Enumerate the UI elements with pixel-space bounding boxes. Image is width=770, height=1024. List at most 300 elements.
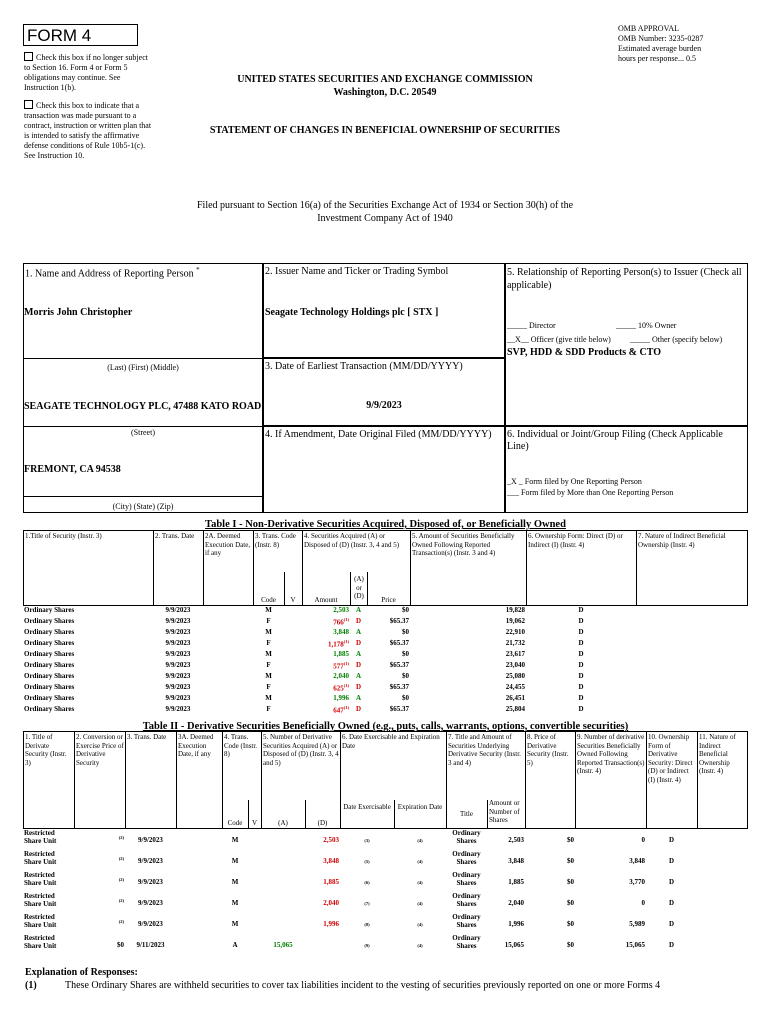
security-title: Ordinary Shares [24,617,75,625]
security-title: Ordinary Shares [24,705,75,713]
table-row [23,606,748,617]
t1-sub-amount: Amount [314,596,338,604]
date-exercisable [340,829,394,850]
nature-indirect [636,639,748,650]
amount [302,639,350,650]
trans-date: 9/9/2023 [165,705,191,713]
disposed-amount: 1,996 [323,919,339,928]
trans-date: 9/9/2023 [165,683,191,691]
footnote-ref: (4) [417,879,423,885]
ownership-form: D [578,639,584,647]
date-exercisable [340,913,394,934]
footnote-ref: (8) [364,921,370,927]
city-state-label: (City) (State) (Zip) [112,502,174,511]
security-title: Ordinary Shares [24,639,75,647]
conversion-price [74,871,125,892]
t2-sub-a: (A) [278,819,288,827]
trans-date: 9/9/2023 [165,672,191,680]
earliest-transaction-date: 9/9/2023 [366,400,402,411]
trans-date: 9/9/2023 [138,835,163,844]
amount-owned: 26,451 [505,694,525,702]
table2-title: Table II - Derivative Securities Beneficially Owned (e.g., puts, calls, warrants, options, convertible securities) [142,721,629,732]
acquired-amount [261,913,305,934]
security-title: Ordinary Shares [24,661,75,669]
table-row [23,871,748,892]
table-row [23,694,748,705]
nature-indirect [636,617,748,628]
footnote-ref: (2) [118,876,124,882]
conversion-price [74,892,125,913]
derivative-price: $0 [567,940,574,949]
t2-sub-v: V [251,819,258,827]
amount-owned: 19,828 [505,606,525,614]
amount [302,683,350,694]
t1-h1: 1.Title of Security (Instr. 3) [25,532,102,540]
nature-indirect [636,661,748,672]
amount-value: 577 [333,662,344,671]
v-flag [284,661,302,672]
box5-label: 5. Relationship of Reporting Person(s) to Issuer (Check all applicable) [507,267,742,291]
acquired-or-disposed: D [355,683,362,691]
amount-value: 766 [333,618,344,627]
underlying-amount: 15,065 [504,940,524,949]
v-flag [248,892,261,913]
derivatives-owned: 3,770 [629,877,645,886]
disposed-amount [305,934,340,955]
ownership-form: D [578,661,584,669]
amount-value: 1,885 [333,650,349,658]
filed-line-2: Investment Company Act of 1940 [317,213,453,224]
derivative-title: Restricted Share Unit [24,829,57,845]
trans-date: 9/9/2023 [165,606,191,614]
footnote-ref: (7) [364,900,370,906]
disposed-amount: 2,040 [323,898,339,907]
footnote-ref: (1) [343,683,349,688]
amount [302,617,350,628]
statement-title: STATEMENT OF CHANGES IN BENEFICIAL OWNERSHIP OF SECURITIES [209,125,561,136]
table2-body [23,829,748,955]
omb-line-4: hours per response... 0.5 [618,54,696,63]
t2-h11: 11. Nature of Indirect Beneficial Ownership (Instr. 4) [699,733,736,775]
street-label: (Street) [131,428,155,437]
name-parts-label: (Last) (First) (Middle) [107,363,179,372]
omb-approval [618,24,748,64]
table-row [23,705,748,716]
ownership-form: D [668,898,675,907]
v-flag [284,683,302,694]
footnote-1-number: (1) [25,980,37,991]
t2-h2: 2. Conversion or Exercise Price of Derivative Security [76,733,124,767]
t1-sub-code: Code [261,596,276,604]
omb-line-3: Estimated average burden [618,44,702,53]
deemed-date [176,892,222,913]
derivative-price: $0 [567,835,574,844]
amount [302,650,350,661]
amount [302,672,350,683]
security-title: Ordinary Shares [24,694,75,702]
trans-code: M [231,919,239,928]
acquired-or-disposed: D [355,617,362,625]
amount [302,606,350,617]
price: $0 [402,606,409,614]
derivatives-owned: 15,065 [625,940,645,949]
amount-owned: 24,455 [505,683,525,691]
amount-owned: 23,617 [505,650,525,658]
conversion-price [74,829,125,850]
trans-code: F [266,617,271,625]
disposed-amount: 3,848 [323,856,339,865]
box1-label [25,266,200,280]
ownership-form: D [668,940,675,949]
nature-indirect [636,672,748,683]
security-title: Ordinary Shares [24,606,75,614]
deemed-date [176,934,222,955]
acquired-or-disposed: D [355,639,362,647]
nature-indirect [636,683,748,694]
v-flag [248,850,261,871]
v-flag [248,934,261,955]
ownership-form: D [578,694,584,702]
t1-sub-v: V [290,596,296,604]
t2-h3: 3. Trans. Date [127,733,167,741]
ownership-form: D [668,877,675,886]
trans-code: M [265,650,272,658]
filed-by-more-checkbox[interactable]: ___ Form filed by More than One Reporting Person [507,488,674,497]
deemed-date [176,913,222,934]
table-row [23,829,748,850]
table-row [23,650,748,661]
t1-h5: 5. Amount of Securities Beneficially Owned Following Reported Transaction(s) (Instr. 3 and 4) [412,532,515,557]
deemed-date [203,628,253,639]
t2-h5: 5. Number of Derivative Securities Acquired (A) or Disposed of (D) (Instr. 3, 4 and 5) [263,733,339,767]
acquired-amount: 15,065 [273,940,293,949]
underlying-title: Ordinary Shares [452,829,481,845]
trans-code: M [231,835,239,844]
trans-code: M [231,856,239,865]
footnote-ref: (2) [118,918,124,924]
price: $65.37 [389,639,409,647]
derivative-title: Restricted Share Unit [24,871,57,887]
price: $0 [402,628,409,636]
trans-date: 9/9/2023 [165,628,191,636]
reporting-person-name: Morris John Christopher [24,307,133,318]
acquired-amount [261,850,305,871]
amount [302,694,350,705]
security-title: Ordinary Shares [24,672,75,680]
t2-h10: 10. Ownership Form of Derivative Security: Direct (D) or Indirect (I) (Instr. 4) [648,733,693,784]
ownership-form: D [578,628,584,636]
price: $0 [402,650,409,658]
derivative-title: Restricted Share Unit [24,934,57,950]
expiration-date [394,913,446,934]
v-flag [284,694,302,705]
trans-date: 9/9/2023 [138,877,163,886]
box3-label: 3. Date of Earliest Transaction (MM/DD/YYYY) [265,361,463,372]
acquired-or-disposed: A [355,606,362,614]
price: $0 [402,672,409,680]
other-checkbox[interactable]: _____ Other (specify below) [630,335,723,344]
underlying-title: Ordinary Shares [452,871,481,887]
amount-value: 1,996 [333,694,349,702]
t2-sub-d: (D) [317,819,328,827]
table1-body [23,606,748,716]
acquired-or-disposed: A [355,694,362,702]
box1-divider [23,496,263,497]
nature-indirect [636,606,748,617]
deemed-date [203,661,253,672]
derivatives-owned: 3,848 [629,856,645,865]
table-row [23,934,748,955]
table1-title: Table I - Non-Derivative Securities Acquired, Disposed of, or Beneficially Owned [205,519,566,530]
derivative-price: $0 [567,877,574,886]
conversion-value: $0 [117,940,124,949]
derivative-title: Restricted Share Unit [24,850,57,866]
date-exercisable [340,871,394,892]
explanation-heading: Explanation of Responses: [25,967,138,978]
acquired-amount [261,892,305,913]
table-row [23,639,748,650]
agency-line: UNITED STATES SECURITIES AND EXCHANGE COMMISSION [237,74,533,85]
v-flag [284,606,302,617]
ten-percent-owner-checkbox[interactable]: _____ 10% Owner [616,321,677,330]
derivative-price: $0 [567,919,574,928]
v-flag [248,871,261,892]
t2-sub-exer: Date Exercisable [343,803,391,811]
expiration-date [394,829,446,850]
ownership-form: D [578,606,584,614]
footnote-ref: (1) [343,639,349,644]
footnote-ref: (2) [118,834,124,840]
expiration-date [394,871,446,892]
table-row [23,913,748,934]
footnote-ref: (2) [118,897,124,903]
v-flag [248,829,261,850]
ownership-form: D [578,650,584,658]
v-flag [284,628,302,639]
disposed-amount: 2,503 [323,835,339,844]
filed-line-1: Filed pursuant to Section 16(a) of the Securities Exchange Act of 1934 or Section 30(h) of the [196,200,574,211]
nature-indirect [697,829,748,850]
conversion-price [74,913,125,934]
trans-date: 9/9/2023 [165,650,191,658]
trans-code: A [232,940,238,949]
nature-indirect [636,650,748,661]
derivatives-owned: 5,989 [629,919,645,928]
deemed-date [203,617,253,628]
v-flag [284,650,302,661]
deemed-date [176,829,222,850]
acquired-or-disposed: A [355,650,362,658]
underlying-amount: 3,848 [508,856,524,865]
ownership-form: D [668,919,675,928]
filed-pursuant [110,199,660,225]
ownership-form: D [578,672,584,680]
footnote-ref: (4) [417,900,423,906]
table-row [23,850,748,871]
security-title: Ordinary Shares [24,650,75,658]
footnote-ref: (4) [417,837,423,843]
box1-asterisk: * [196,266,200,274]
amount-owned: 25,804 [505,705,525,713]
checkbox-rule-10b5-1[interactable] [24,100,152,161]
acquired-or-disposed: A [355,628,362,636]
conversion-price [74,850,125,871]
checkbox-no-longer-subject[interactable] [24,52,152,93]
agency-name [160,73,610,99]
underlying-title: Ordinary Shares [452,850,481,866]
table-row [23,661,748,672]
amount-value: 3,848 [333,628,349,636]
footnote-ref: (9) [364,942,370,948]
trans-code: M [265,672,272,680]
deemed-date [203,705,253,716]
ownership-form: D [668,856,675,865]
box2-label: 2. Issuer Name and Ticker or Trading Symbol [265,266,449,277]
acquired-amount [261,829,305,850]
trans-date: 9/9/2023 [165,661,191,669]
nature-indirect [636,628,748,639]
footnote-ref: (4) [417,921,423,927]
footnote-ref: (1) [343,617,349,622]
v-flag [284,705,302,716]
expiration-date [394,934,446,955]
footnote-ref: (1) [343,705,349,710]
t1-h6: 6. Ownership Form: Direct (D) or Indirect (I) (Instr. 4) [528,532,623,549]
filed-by-one-checkbox[interactable]: _X _ Form filed by One Reporting Person [507,477,642,486]
checkbox-icon[interactable] [24,100,33,109]
t2-h9: 9. Number of derivative Securities Beneficially Owned Following Reported Transaction(s) (Instr. 4) [577,733,645,775]
date-exercisable [340,934,394,955]
amount-value: 2,503 [333,606,349,614]
issuer-name: Seagate Technology Holdings plc [ STX ] [265,307,439,318]
trans-code: F [266,705,271,713]
expiration-date [394,850,446,871]
t2-sub-code: Code [227,819,243,827]
t2-h4: 4. Trans. Code (Instr. 8) [224,733,258,758]
derivative-title: Restricted Share Unit [24,892,57,908]
amount [302,705,350,716]
checkbox-icon[interactable] [24,52,33,61]
t2-h8: 8. Price of Derivative Security (Instr. 5) [527,733,569,767]
derivative-title: Restricted Share Unit [24,913,57,929]
checkbox2-label: Check this box to indicate that a transaction was made pursuant to a contract, instruction or written plan that is intended to satisfy the affirmative defense conditions of Rule 10b5-1(c). See Instruction 10. [24,101,152,160]
trans-code: M [231,877,239,886]
deemed-date [203,694,253,705]
underlying-title: Ordinary Shares [452,913,481,929]
v-flag [284,639,302,650]
t2-sub-exp: Expiration Date [397,803,443,811]
checkbox1-label: Check this box if no longer subject to Section 16. Form 4 or Form 5 obligations may continue. See Instruction 1(b). [24,53,148,92]
ownership-form: D [578,617,584,625]
t2-h1: 1. Title of Derivate Security (Instr. 3) [25,733,67,767]
amount-owned: 25,080 [505,672,525,680]
table-row [23,628,748,639]
footnote-ref: (1) [343,661,349,666]
box4-label: 4. If Amendment, Date Original Filed (MM/DD/YYYY) [265,429,492,440]
trans-date: 9/9/2023 [138,856,163,865]
director-checkbox[interactable]: _____ Director [507,321,556,330]
amount [302,661,350,672]
t2-sub-title: Title [460,810,473,818]
nature-indirect [636,694,748,705]
derivatives-owned: 0 [641,898,645,907]
omb-line-1: OMB APPROVAL [618,24,679,33]
nature-indirect [697,871,748,892]
underlying-amount: 2,040 [508,898,524,907]
trans-code: M [265,694,272,702]
amount-value: 625 [333,684,344,693]
t1-h3: 3. Trans. Code (Instr. 8) [255,532,296,549]
deemed-date [176,850,222,871]
table-row [23,672,748,683]
underlying-amount: 2,503 [508,835,524,844]
t2-h6: 6. Date Exercisable and Expiration Date [342,733,440,750]
price: $0 [402,694,409,702]
nature-indirect [697,934,748,955]
derivatives-owned: 0 [641,835,645,844]
amount-owned: 23,040 [505,661,525,669]
t1-h2a: 2A. Deemed Execution Date, if any [205,532,251,557]
trans-date: 9/9/2023 [138,898,163,907]
box6-label: 6. Individual or Joint/Group Filing (Check Applicable Line) [507,429,723,452]
price: $65.37 [389,661,409,669]
amount-value: 647 [333,706,344,715]
price: $65.37 [389,705,409,713]
security-title: Ordinary Shares [24,683,75,691]
deemed-date [203,683,253,694]
t1-h7: 7. Nature of Indirect Beneficial Ownership (Instr. 4) [638,532,726,549]
table-row [23,683,748,694]
t1-h4: 4. Securities Acquired (A) or Disposed of (D) (Instr. 3, 4 and 5) [304,532,400,549]
officer-checkbox[interactable]: __X__ Officer (give title below) [507,335,611,344]
trans-date: 9/9/2023 [165,617,191,625]
v-flag [284,672,302,683]
trans-code: F [266,683,271,691]
trans-date: 9/11/2023 [136,940,165,949]
disposed-amount: 1,885 [323,877,339,886]
ownership-form: D [668,835,675,844]
table-row [23,892,748,913]
box1-divider [23,426,263,427]
trans-code: M [265,628,272,636]
amount-value: 1,178 [328,640,344,649]
price: $65.37 [389,683,409,691]
deemed-date [203,606,253,617]
price: $65.37 [389,617,409,625]
amount-owned: 22,910 [505,628,525,636]
underlying-title: Ordinary Shares [452,934,481,950]
footnote-ref: (3) [364,837,370,843]
agency-city: Washington, D.C. 20549 [333,87,437,98]
footnote-ref: (4) [417,942,423,948]
underlying-title: Ordinary Shares [452,892,481,908]
acquired-or-disposed: D [355,705,362,713]
nature-indirect [697,913,748,934]
amount-owned: 21,732 [505,639,525,647]
deemed-date [203,650,253,661]
trans-code: F [266,639,271,647]
nature-indirect [697,892,748,913]
street-address: SEAGATE TECHNOLOGY PLC, 47488 KATO ROAD [24,401,262,412]
amount-owned: 19,062 [505,617,525,625]
derivative-price: $0 [567,898,574,907]
ownership-form: D [578,705,584,713]
t2-h3a: 3A. Deemed Execution Date, if any [178,733,214,758]
city-state-zip: FREMONT, CA 94538 [24,464,121,475]
t1-sub-price: Price [381,596,396,604]
footnote-ref: (4) [417,858,423,864]
deemed-date [176,871,222,892]
